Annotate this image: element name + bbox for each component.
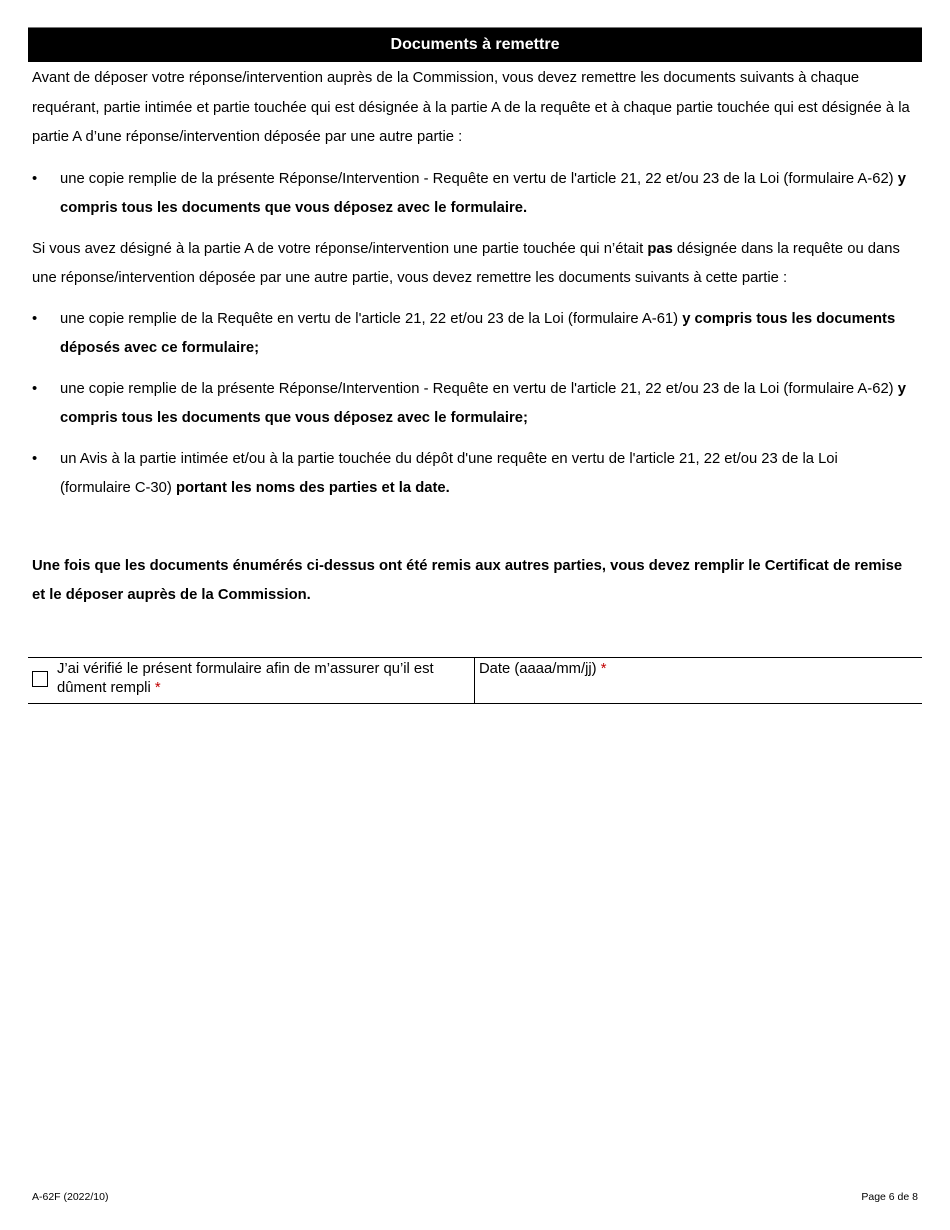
- date-field[interactable]: [475, 658, 922, 703]
- list-item: [32, 165, 912, 224]
- section-header: [28, 27, 922, 62]
- list-item-text: une copie remplie de la Requête en vertu de l'article 21, 22 et/ou 23 de la Loi (formulaire A-61): [60, 310, 683, 327]
- second-paragraph-end: désignée dans la requête ou dans une réponse/intervention déposée par une autre partie, vous devez remettre les documents suivants à cette partie :: [32, 240, 900, 286]
- list-item-bold: y compris tous les documents déposés avec ce formulaire;: [60, 310, 896, 356]
- bullet-icon: •: [32, 380, 38, 397]
- bullet-icon: •: [32, 310, 38, 327]
- checkbox-cell: [28, 658, 475, 703]
- list-item-bold: portant les noms des parties et la date.: [175, 480, 450, 496]
- page-number: Page 6 de 8: [861, 1191, 918, 1203]
- list-item-bold: y compris tous les documents que vous déposez avec le formulaire;: [60, 380, 906, 426]
- form-code: A-62F (2022/10): [32, 1191, 109, 1203]
- second-paragraph: [32, 235, 912, 294]
- intro-paragraph: Avant de déposer votre réponse/intervention auprès de la Commission, vous devez remettre les documents suivants à chaque requérant, partie intimée et partie touchée qui est désignée à la partie A de la requête et à chaque partie touchée qui est désignée à la partie A d’une réponse/intervention déposée par une autre partie :: [32, 70, 910, 145]
- second-paragraph-start: Si vous avez désigné à la partie A de votre réponse/intervention une partie touchée qui n’était: [32, 240, 648, 257]
- list-item-bold: y compris tous les documents que vous déposez avec le formulaire.: [60, 170, 906, 216]
- certification-row: [28, 657, 922, 704]
- list-item: [32, 305, 912, 364]
- required-marker: *: [154, 680, 161, 696]
- instructions-body: [32, 64, 912, 611]
- final-note: Une fois que les documents énumérés ci-dessus ont été remis aux autres parties, vous devez remplir le Certificat de remise et le déposer auprès de la Commission.: [32, 557, 903, 603]
- bullet-icon: •: [32, 450, 38, 467]
- list-item-text: une copie remplie de la présente Réponse/Intervention - Requête en vertu de l'article 21, 22 et/ou 23 de la Loi (formulaire A-62): [60, 380, 898, 397]
- bullet-icon: •: [32, 170, 38, 187]
- date-label: Date (aaaa/mm/jj): [479, 661, 597, 677]
- list-item: [32, 375, 912, 434]
- second-paragraph-bold: pas: [647, 240, 673, 257]
- list-item: [32, 445, 912, 504]
- verified-checkbox[interactable]: [32, 671, 48, 687]
- required-marker: *: [600, 661, 607, 677]
- list-item-text: un Avis à la partie intimée et/ou à la partie touchée du dépôt d'une requête en vertu de l'article 21, 22 et/ou 23 de la Loi (formulaire C-30): [60, 450, 838, 496]
- list-item-text: une copie remplie de la présente Réponse/Intervention - Requête en vertu de l'article 21, 22 et/ou 23 de la Loi (formulaire A-62): [60, 170, 898, 187]
- section-title: Documents à remettre: [390, 36, 560, 53]
- checkbox-label: J’ai vérifié le présent formulaire afin de m’assurer qu’il est dûment rempli: [57, 661, 434, 696]
